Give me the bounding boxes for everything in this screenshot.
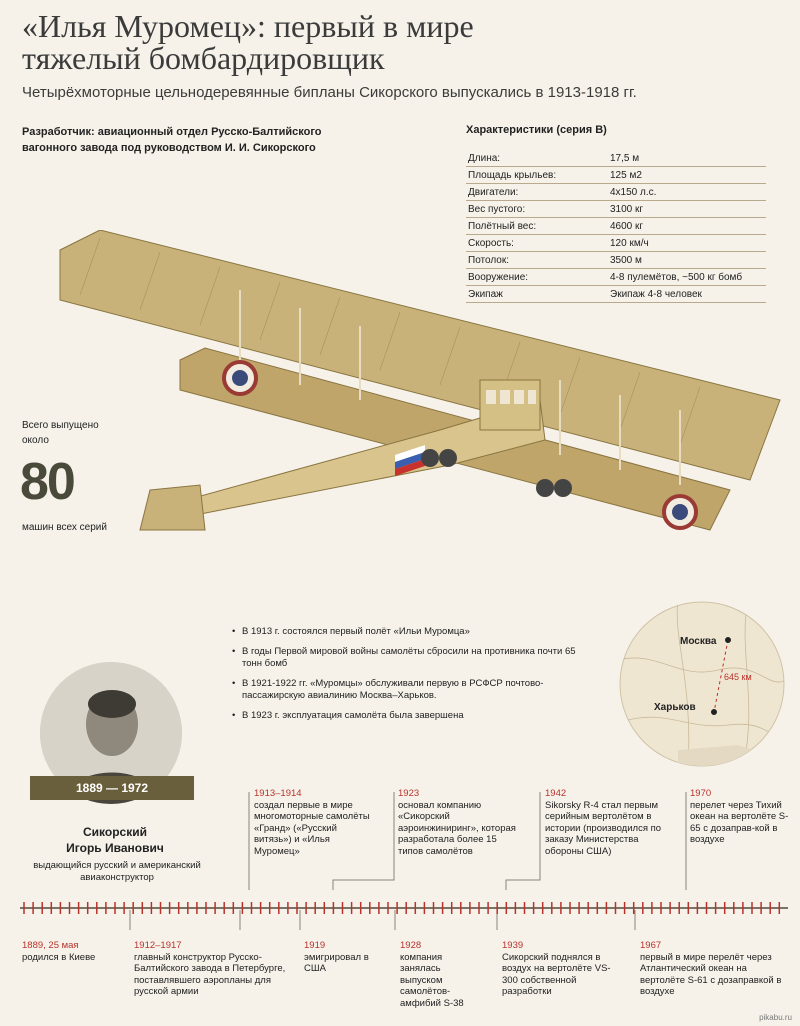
person-given-name: Игорь Иванович	[66, 841, 164, 855]
tail	[140, 485, 205, 530]
timeline-year: 1913–1914	[254, 788, 302, 799]
plane-illustration	[0, 230, 800, 550]
spec-value: 4600 кг	[608, 218, 766, 235]
timeline-text: создал первые в мире многомоторные самолёты «Гранд» («Русский витязь») и «Илья Муромец»	[254, 799, 370, 857]
spec-key: Длина:	[466, 150, 608, 167]
fact-item: • В 1923 г. эксплуатация самолёта была завершена	[232, 710, 592, 722]
spec-key: Двигатели:	[466, 184, 608, 201]
map-distance: 645 км	[724, 672, 752, 682]
life-years-ribbon: 1889 — 1972	[30, 776, 194, 800]
timeline-ruler	[20, 898, 788, 918]
timeline-year: 1923	[398, 788, 420, 799]
spec-value: 125 м2	[608, 167, 766, 184]
timeline-entry-up	[545, 788, 670, 857]
timeline-entry-down	[22, 940, 122, 963]
timeline-text: первый в мире перелёт через Атлантический океан на вертолёте S-61 с дозаправкой в воздухе	[640, 951, 782, 997]
timeline-entry-down	[134, 940, 294, 998]
total-sub: машин всех серий	[22, 522, 107, 533]
timeline-year: 1912–1917	[134, 940, 182, 951]
spec-value: 17,5 м	[608, 150, 766, 167]
timeline-year: 1939	[502, 940, 524, 951]
fact-item: • В годы Первой мировой войны самолёты сбросили на противника почти 65 тонн бомб	[232, 646, 592, 670]
timeline-entry-down	[400, 940, 480, 1009]
spec-key: Полётный вес:	[466, 218, 608, 235]
timeline-year: 1967	[640, 940, 662, 951]
timeline-entry-down	[304, 940, 384, 975]
page-title	[22, 10, 642, 74]
spec-value: Экипаж 4-8 человек	[608, 286, 766, 303]
spec-value: 4х150 л.с.	[608, 184, 766, 201]
timeline-year: 1928	[400, 940, 422, 951]
timeline-entry-down	[502, 940, 622, 998]
timeline-year: 1942	[545, 788, 567, 799]
timeline-entry-up	[690, 788, 790, 846]
fact-item: • В 1921-1922 гг. «Муромцы» обслуживали первую в РСФСР почтово-пассажирскую авиалинию Москва–Харьков.	[232, 678, 592, 702]
timeline-text: Sikorsky R-4 стал первым серийным вертолётом в истории (производился по заказу Министерства обороны США)	[545, 799, 662, 857]
spec-key: Площадь крыльев:	[466, 167, 608, 184]
cabin	[480, 380, 540, 430]
timeline-year: 1919	[304, 940, 326, 951]
timeline-text: основал компанию «Сикорский аэроинжиниринг», которая разработала более 15 типов самолётов	[398, 799, 516, 857]
timeline-text: главный конструктор Русско-Балтийского завода в Петербурге, поставлявшего аэропланы для русской армии	[134, 951, 286, 997]
timeline-entry-up	[398, 788, 518, 857]
credit-watermark: pikabu.ru	[759, 1013, 792, 1022]
person-description: выдающийся русский и американский авиаконструктор	[33, 860, 201, 883]
spec-key: Потолок:	[466, 252, 608, 269]
total-label: Всего выпущено около	[22, 420, 99, 446]
facts-list	[232, 626, 592, 730]
timeline-entry-down	[640, 940, 790, 998]
specs-title: Характеристики (серия В)	[466, 124, 607, 136]
spec-key: Скорость:	[466, 235, 608, 252]
spec-key: Экипаж	[466, 286, 608, 303]
moscow-dot	[725, 637, 731, 643]
spec-row	[466, 184, 766, 201]
timeline-year: 1889, 25 мая	[22, 940, 79, 951]
timeline-text: компания занялась выпуском самолётов-амфибий S-38	[400, 951, 464, 1009]
spec-row	[466, 150, 766, 167]
developer-text: Разработчик: авиационный отдел Русско-Балтийского вагонного завода под руководством И. И. Сикорского	[22, 126, 322, 154]
map-city-kharkov: Харьков	[654, 702, 696, 713]
timeline-text: эмигрировал в США	[304, 951, 369, 974]
timeline-text: Сикорский поднялся в воздух на вертолёте VS-300 собственной разработки	[502, 951, 611, 997]
timeline-text: перелет через Тихий океан на вертолёте S-65 с дозаправ-кой в воздухе	[690, 799, 789, 845]
person-surname: Сикорский	[83, 825, 147, 839]
spec-value: 3500 м	[608, 252, 766, 269]
title-line-1: «Илья Муромец»: первый в мире	[22, 8, 474, 44]
spec-value: 120 км/ч	[608, 235, 766, 252]
spec-key: Вес пустого:	[466, 201, 608, 218]
spec-row	[466, 201, 766, 218]
spec-key: Вооружение:	[466, 269, 608, 286]
timeline-entry-up	[254, 788, 374, 857]
timeline-text: родился в Киеве	[22, 951, 96, 963]
spec-value: 3100 кг	[608, 201, 766, 218]
subtitle: Четырёхмоторные цельнодеревянные бипланы Сикорского выпускались в 1913-1918 гг.	[22, 84, 637, 101]
map-city-moscow: Москва	[680, 636, 717, 647]
spec-row	[466, 167, 766, 184]
route-map	[618, 600, 786, 768]
fact-item: • В 1913 г. состоялся первый полёт «Ильи Муромца»	[232, 626, 592, 638]
timeline-year: 1970	[690, 788, 712, 799]
title-line-2: тяжелый бомбардировщик	[22, 40, 385, 76]
total-number: 80	[20, 453, 74, 511]
kharkov-dot	[711, 709, 717, 715]
spec-value: 4-8 пулемётов, ~500 кг бомб	[608, 269, 766, 286]
